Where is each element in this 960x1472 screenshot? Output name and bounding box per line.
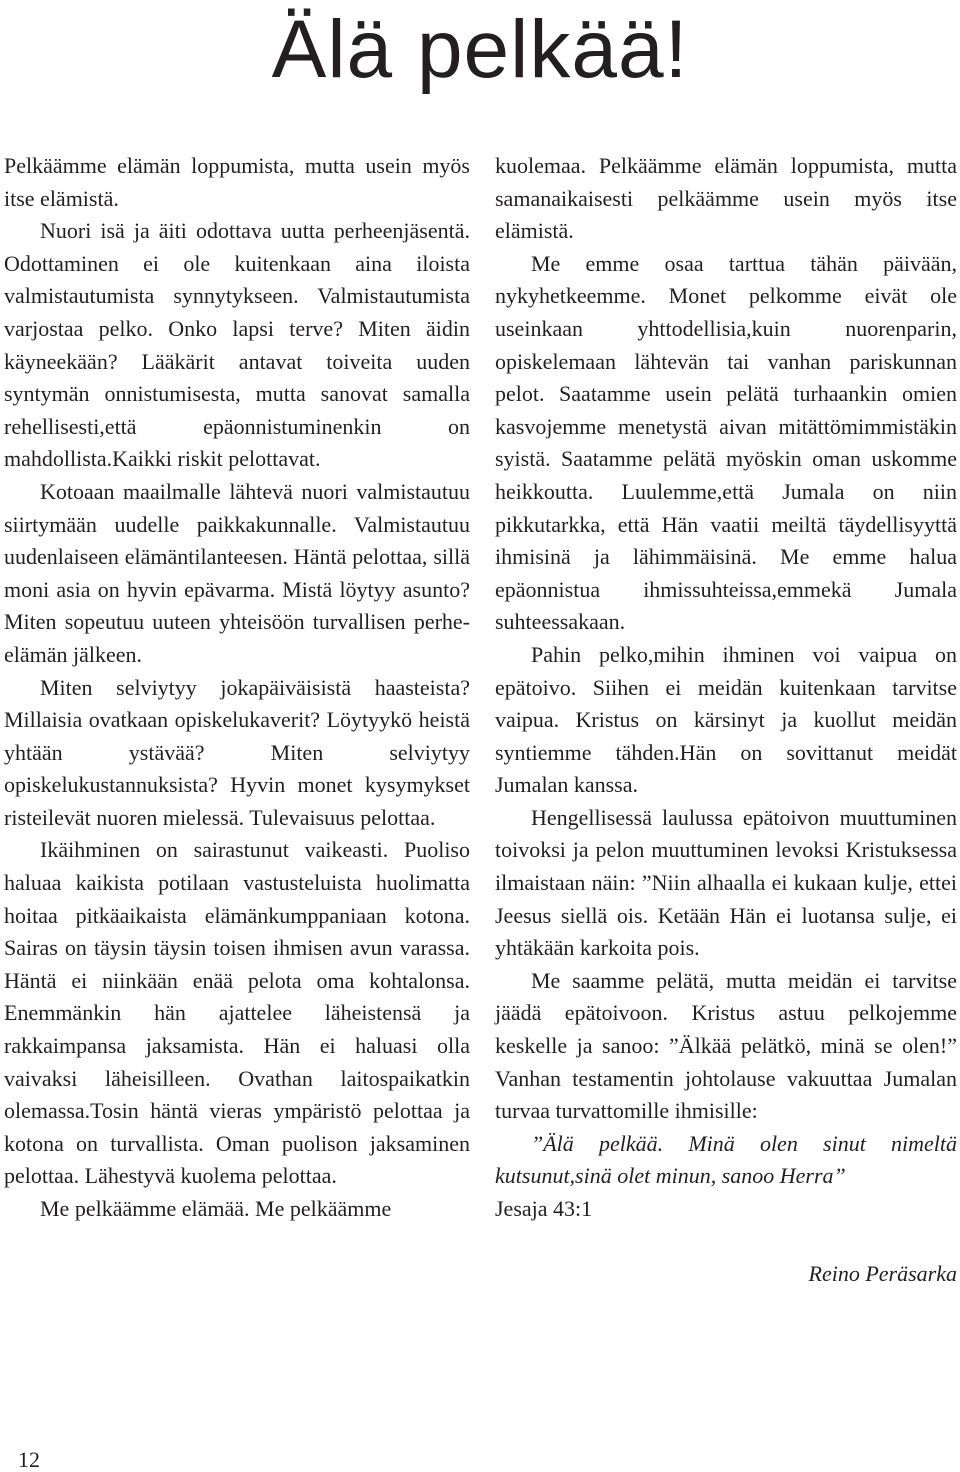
paragraph: Hengellisessä laulussa epätoivon muuttuminen toivoksi ja pelon muuttuminen levoksi Kristuksessa ilmaistaan näin: ”Niin alhaalla ei kukaan kulje, ettei Jeesus siellä ois. Ketään Hän ei luotansa sulje, ei yhtäkään karkoita pois. xyxy=(495,804,957,961)
paragraph: Ikäihminen on sairastunut vaikeasti. Puoliso haluaa kaikista potilaan vastusteluista huolimatta hoitaa pitkäaikaista elämänkumppaniaan kotona. Sairas on täysin täysin toisen ihmisen avun varassa. Häntä ei niinkään enää pelota oma kohtalonsa. Enemmänkin hän ajattelee läheistensä ja rakkaimpansa jaksamista. Hän ei haluasi olla vaivaksi läheisilleen. Ovathan laitospaikatkin olemassa.Tosin häntä vieras ympäristö pelottaa ja kotona on turvallista. Oman puolison jaksaminen pelottaa. Lähestyvä kuolema pelottaa. xyxy=(4,837,470,1189)
left-column xyxy=(4,150,470,1226)
paragraph: kuolemaa. Pelkäämme elämän loppumista, mutta samanaikaisesti pelkäämme usein myös itse elämistä. xyxy=(495,153,957,244)
bible-reference: Jesaja 43:1 xyxy=(495,1196,593,1221)
page-number: 12 xyxy=(18,1447,40,1472)
paragraph: Pahin pelko,mihin ihminen voi vaipua on epätoivo. Siihen ei meidän kuitenkaan tarvitse vaipua. Kristus on kärsinyt ja kuollut meidän syntiemme tähden.Hän on sovittanut meidät Jumalan kanssa. xyxy=(495,641,957,798)
bible-quote: ”Älä pelkää. Minä olen sinut nimeltä kutsunut,sinä olet minun, sanoo Herra” xyxy=(495,1130,957,1189)
paragraph: Kotoaan maailmalle lähtevä nuori valmistautuu siirtymään uudelle paikkakunnalle. Valmistautuu uudenlaiseen elämäntilanteesen. Häntä pelottaa, sillä moni asia on hyvin epävarma. Mistä löytyy asunto? Miten sopeutuu uuteen yhteisöön turvallisen perhe-elämän jälkeen. xyxy=(4,478,470,667)
right-column xyxy=(495,150,957,1290)
paragraph: Miten selviytyy jokapäiväisistä haasteista? Millaisia ovatkaan opiskelukaverit? Löytyykö heistä yhtään ystävää? Miten selviytyy opiskelukustannuksista? Hyvin monet kysymykset risteilevät nuoren mielessä. Tulevaisuus pelottaa. xyxy=(4,674,470,830)
paragraph: Pelkäämme elämän loppumista, mutta usein myös itse elämistä. xyxy=(4,153,470,211)
paragraph: Me pelkäämme elämää. Me pelkäämme xyxy=(40,1196,392,1221)
paragraph: Nuori isä ja äiti odottava uutta perheenjäsentä. Odottaminen ei ole kuitenkaan aina iloista valmistautumista synnytykseen. Valmistautumista varjostaa pelko. Onko lapsi terve? Miten äidin käyneekään? Lääkärit antavat toiveita uuden syntymän onnistumisesta, mutta sanovat samalla rehellisesti,että epäonnistuminenkin on mahdollista.Kaikki riskit pelottavat. xyxy=(4,218,470,472)
paragraph: Me saamme pelätä, mutta meidän ei tarvitse jäädä epätoivoon. Kristus astuu pelkojemme keskelle ja sanoo: ”Älkää pelätkö, minä se olen!” Vanhan testamentin johtolause vakuuttaa Jumalan turvaa turvattomille ihmisille: xyxy=(495,967,957,1124)
author-signature: Reino Peräsarka xyxy=(808,1260,957,1286)
paragraph: Me emme osaa tarttua tähän päivään, nykyhetkeemme. Monet pelkomme eivät ole useinkaan yhttodellisia,kuin nuorenparin, opiskelemaan lähtevän tai vanhan pariskunnan pelot. Saatamme usein pelätä turhaankin omien kasvojemme menetystä aivan mitättömimmistäkin syistä. Saatamme pelätä myöskin oman uskomme heikkoutta. Luulemme,että Jumala on niin pikkutarkka, että Hän vaatii meiltä täydellisyyttä ihmisinä ja lähimmäisinä. Me emme halua epäonnistua ihmissuhteissa,emmekä Jumala suhteessakaan. xyxy=(495,250,957,635)
page-title: Älä pelkää! xyxy=(271,4,689,95)
